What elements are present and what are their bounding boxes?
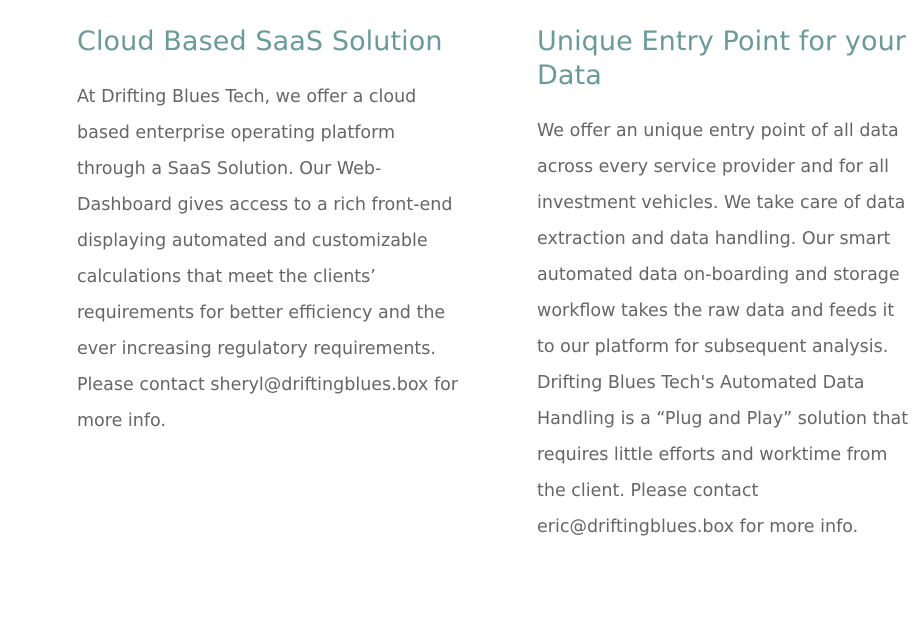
saas-solution-section bbox=[77, 25, 462, 439]
entry-point-heading: Unique Entry Point for your Data bbox=[537, 26, 906, 91]
entry-point-text: We offer an unique entry point of all data across every service provider and for all investment vehicles. We take care of data extraction and data handling. Our smart automated data on-boarding and storage workflow takes the raw data and feeds it to our platform for subsequent analysis. Drifting Blues Tech's Automated Data Handling is a “Plug and Play” solution that requires little efforts and worktime from the client. Please contact eric@driftingblues.box for more info. bbox=[537, 121, 909, 537]
saas-solution-text: At Drifting Blues Tech, we offer a cloud based enterprise operating platform through a SaaS Solution. Our Web-Dashboard gives access to a rich front-end displaying automated and customizable calculations that meet the clients’ requirements for better efficiency and the ever increasing regulatory requirements. Please contact sheryl@driftingblues.box for more info. bbox=[77, 87, 459, 431]
entry-point-section bbox=[537, 25, 911, 545]
saas-solution-heading: Cloud Based SaaS Solution bbox=[77, 26, 443, 57]
